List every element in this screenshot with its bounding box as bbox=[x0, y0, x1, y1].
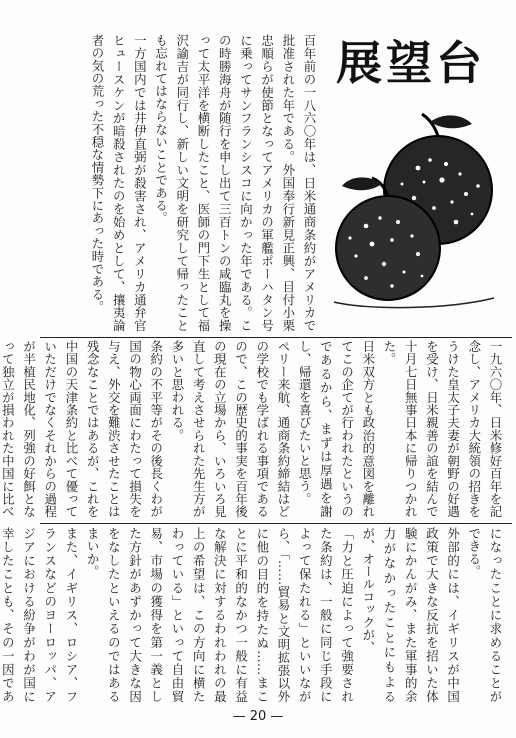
section-divider bbox=[40, 337, 512, 338]
fruit-still-life-illustration bbox=[326, 98, 498, 324]
page-number: — 20 — bbox=[232, 709, 284, 724]
section-divider bbox=[40, 523, 512, 524]
upper-article-text: 百年前の一八六〇年は、日米通商条約がアメリカで批准された年である。外国奉行新見正興、目付小栗忠順らが使節となってアメリカの軍艦ポーハタン号に乗ってサンフランシスコに向かった年である。この時勝海舟が随行を申し出て三百トンの咸臨丸を操って太平洋を横断したこと、医師の門下生として福沢諭吉が同行し、新しい文明を研究して帰ったことも忘れてはならないことである。 一方国内では井伊直弼が殺害され、アメリカ通弁官ヒュースケンが暗殺されたのを始めとして、攘夷論者の気の荒った不穏な情勢下にあった時である。 bbox=[89, 34, 317, 332]
middle-article-text: 一九六〇年、日米修好百年を記念し、アメリカ大統領の招きをうけた皇太子夫妻が朝野の好遇を受け、日米親善の誼を結んで十月七日無事日本に帰りつかれた。 日米双方とも政治的意図を離れてこの企てが行われたというのであるから、まずは厚遇を謝し、帰還を喜びたいと思う。 ペリー来航、通商条約締結はどの学校でも学ばれる事項であるので、この歴史的事実を百年後の現在の立場から、いろいろ見直して考えさせられた先生方が多いと思われる。 条約の不平等がその後長くわが国の物心両面にわたって損失を与え、外交を難渋させたことは残念なことではあるが、これを中国の天津条約と比べて優っていただけでなくそれからの過程が半植民地化、列強の好餌となって独立が損われた中国に比べ bbox=[0, 340, 503, 518]
lower-article-text: になったことに求めることができる。 外部的には、イギリスが中国政策で大きな反抗を招いた体験にかんがみ、また軍事的余力がなかったことにもよるが、オールコックが、 「力と圧迫によって強要された条約は、一般に同じ手段によって保たれる」といいながら、「……貿易と文明拡張以外に他の目的を持たぬ……まことに平和的なかつ一般に有益な解決に対するわれわれの最上の希望は、この方向に横たわっている」といって自由貿易、市場の獲得を第一義とした方針があずかって大きな因をなしたといえるのではあるまいか。 また、イギリス、ロシア、フランスなどのヨーロッパ、アジアにおける紛争がわが国に幸したことも、その一因であ bbox=[0, 527, 503, 703]
column-title: 展望台 bbox=[336, 36, 486, 90]
